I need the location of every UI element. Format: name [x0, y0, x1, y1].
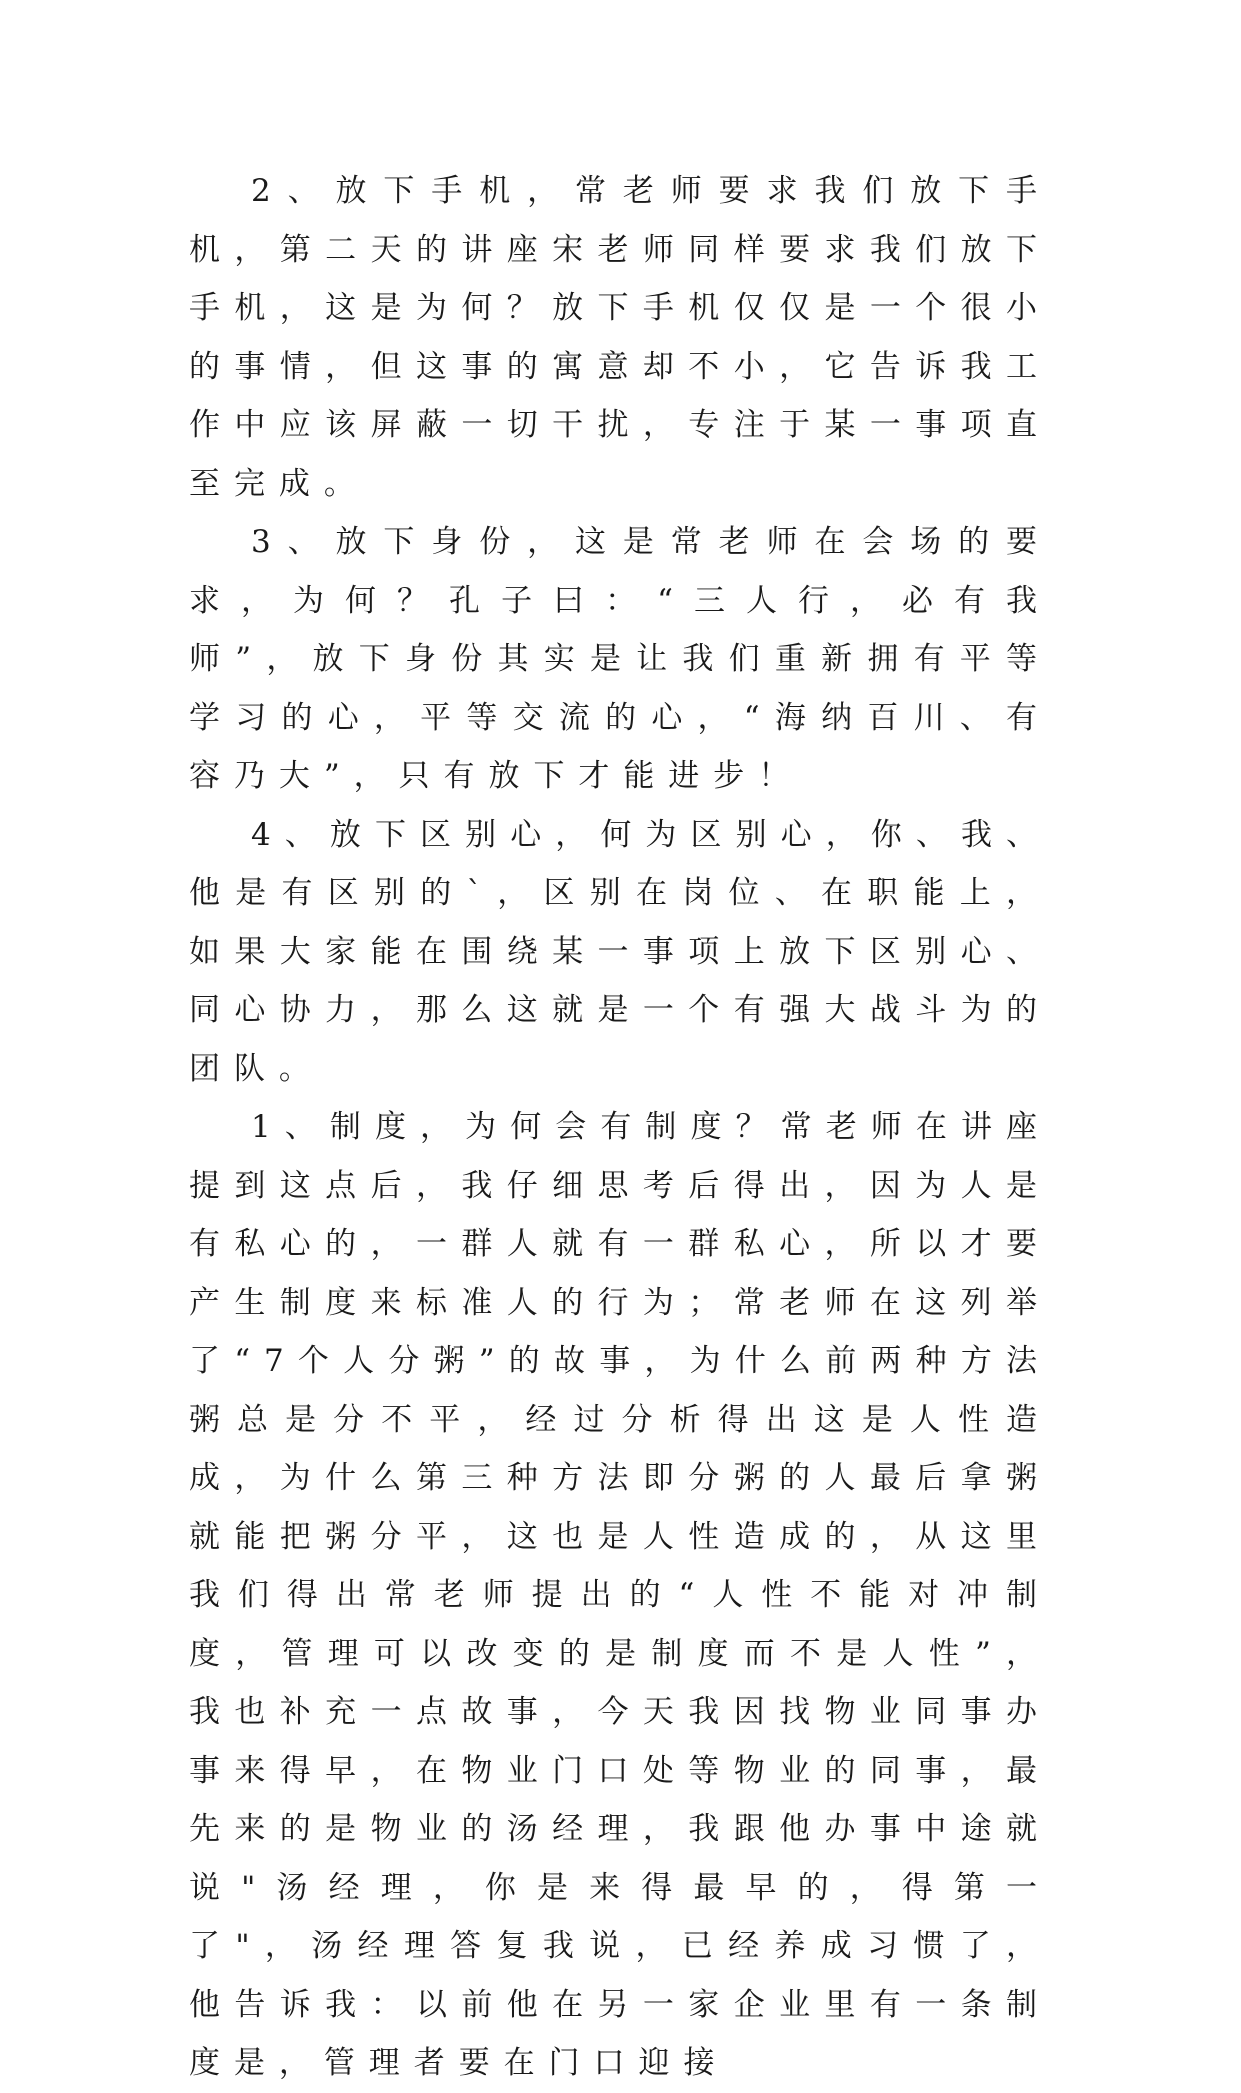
paragraph-put-down-phone: 2、放下手机，常老师要求我们放下手机，第二天的讲座宋老师同样要求我们放下手机，这是为何？放下手机仅仅是一个很小的事情，但这事的寓意却不小，它告诉我工作中应该屏蔽一切干扰，专注于某一事项直至完成。 [189, 173, 1051, 502]
document-body [189, 162, 1051, 2093]
paragraph-put-down-distinction: 4、放下区别心，何为区别心，你、我、他是有区别的`，区别在岗位、在职能上，如果大家能在围绕某一事项上放下区别心、同心协力，那么这就是一个有强大战斗为的团队。 [189, 816, 1051, 1087]
paragraph-put-down-status: 3、放下身份，这是常老师在会场的要求，为何？孔子曰：“三人行，必有我师”，放下身份其实是让我们重新拥有平等学习的心，平等交流的心，“海纳百川、有容乃大”，只有放下才能进步！ [189, 524, 1051, 794]
paragraph-system: 1、制度，为何会有制度？常老师在讲座提到这点后，我仔细思考后得出，因为人是有私心的，一群人就有一群私心，所以才要产生制度来标准人的行为；常老师在这列举了“7个人分粥”的故事，为什么前两种方法粥总是分不平，经过分析得出这是人性造成，为什么第三种方法即分粥的人最后拿粥就能把粥分平，这也是人性造成的，从这里我们得出常老师提出的“人性不能对冲制度，管理可以改变的是制度而不是人性”，我也补充一点故事，今天我因找物业同事办事来得早，在物业门口处等物业的同事，最先来的是物业的汤经理，我跟他办事中途就说"汤经理，你是来得最早的，得第一了"，汤经理答复我说，已经养成习惯了，他告诉我：以前他在另一家企业里有一条制度是，管理者要在门口迎接 [189, 1109, 1051, 2081]
